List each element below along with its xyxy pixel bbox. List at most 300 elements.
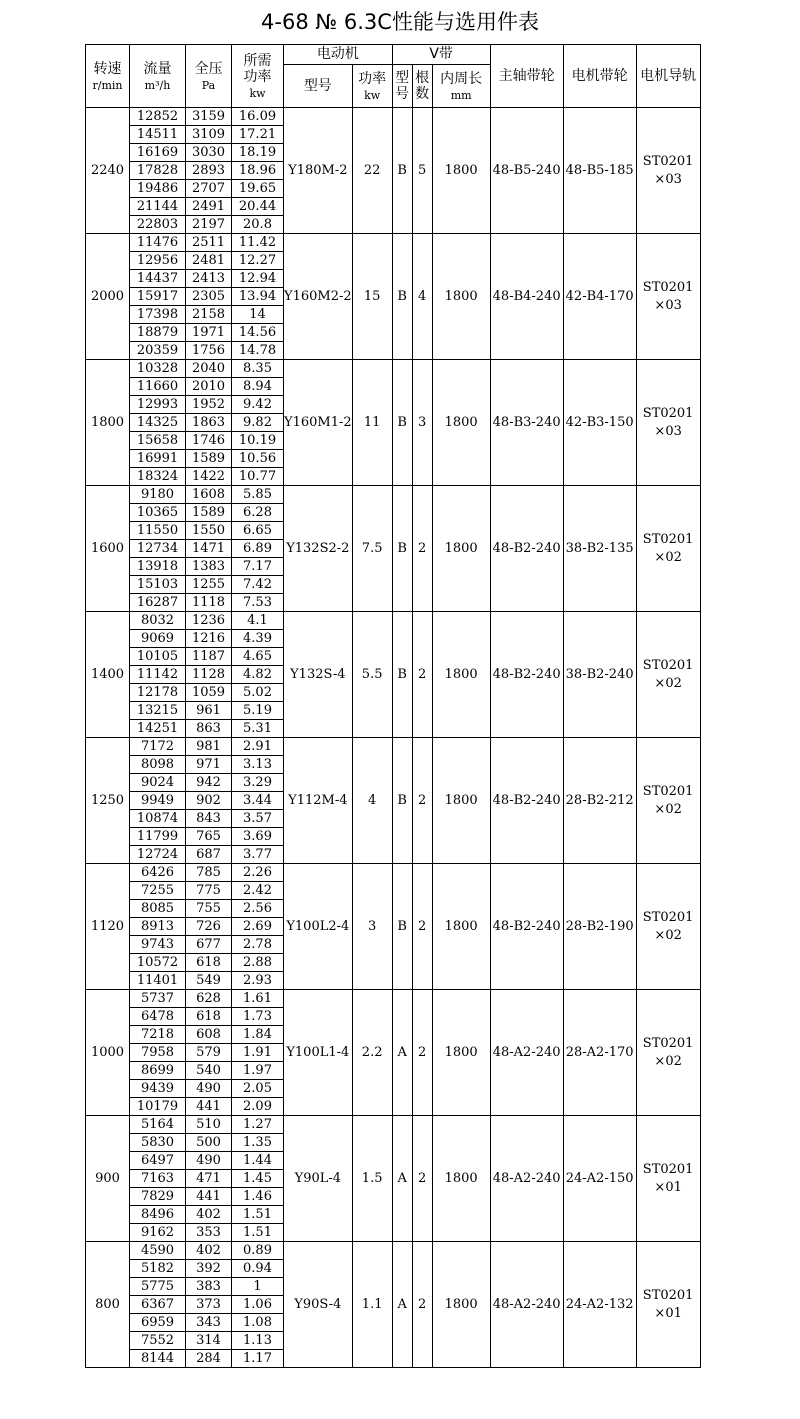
- power-cell: 2.69: [232, 918, 284, 936]
- pressure-cell: 1236: [186, 612, 232, 630]
- header-belt-length: 内周长 mm: [432, 65, 490, 108]
- belt-count-cell: 5: [412, 108, 432, 234]
- belt-length-cell: 1800: [432, 738, 490, 864]
- motor-rail-qty: ×01: [654, 1305, 682, 1321]
- motor-rail-qty: ×03: [654, 171, 682, 187]
- motor-rail-cell: [636, 864, 700, 990]
- belt-length-cell: 1800: [432, 486, 490, 612]
- power-cell: 8.94: [232, 378, 284, 396]
- motor-rail-qty: ×02: [654, 801, 682, 817]
- table-row: [86, 1242, 701, 1260]
- motor-rail-code: ST0201: [642, 279, 694, 295]
- flow-cell: 7218: [130, 1026, 186, 1044]
- power-cell: 3.77: [232, 846, 284, 864]
- power-cell: 8.35: [232, 360, 284, 378]
- header-main-pulley: 主轴带轮: [490, 45, 563, 108]
- belt-count-cell: 4: [412, 234, 432, 360]
- motor-model-cell: Y100L2-4: [284, 864, 353, 990]
- belt-type-cell: B: [392, 486, 412, 612]
- flow-cell: 7255: [130, 882, 186, 900]
- flow-cell: 5182: [130, 1260, 186, 1278]
- flow-cell: 5737: [130, 990, 186, 1008]
- pressure-cell: 1471: [186, 540, 232, 558]
- pressure-cell: 1952: [186, 396, 232, 414]
- flow-cell: 10179: [130, 1098, 186, 1116]
- power-cell: 18.96: [232, 162, 284, 180]
- motor-model-cell: Y90L-4: [284, 1116, 353, 1242]
- power-cell: 5.02: [232, 684, 284, 702]
- power-cell: 1.51: [232, 1224, 284, 1242]
- header-vbelt: V带: [392, 45, 490, 65]
- pressure-cell: 3159: [186, 108, 232, 126]
- speed-cell: 2000: [86, 234, 130, 360]
- pressure-cell: 1187: [186, 648, 232, 666]
- pressure-cell: 510: [186, 1116, 232, 1134]
- pressure-cell: 402: [186, 1242, 232, 1260]
- power-cell: 14.56: [232, 324, 284, 342]
- table-row: [86, 1116, 701, 1134]
- belt-length-cell: 1800: [432, 1242, 490, 1368]
- flow-cell: 15658: [130, 432, 186, 450]
- speed-cell: 1400: [86, 612, 130, 738]
- flow-cell: 9439: [130, 1080, 186, 1098]
- motor-model-cell: Y112M-4: [284, 738, 353, 864]
- motor-pulley-cell: 28-B2-212: [563, 738, 636, 864]
- belt-count-cell: 2: [412, 738, 432, 864]
- main-pulley-cell: 48-B2-240: [490, 864, 563, 990]
- power-cell: 1.73: [232, 1008, 284, 1026]
- power-cell: 1.17: [232, 1350, 284, 1368]
- main-pulley-cell: 48-B2-240: [490, 738, 563, 864]
- pressure-cell: 1550: [186, 522, 232, 540]
- speed-cell: 800: [86, 1242, 130, 1368]
- motor-power-cell: 15: [352, 234, 392, 360]
- main-pulley-cell: 48-B4-240: [490, 234, 563, 360]
- power-cell: 1.84: [232, 1026, 284, 1044]
- flow-cell: 9024: [130, 774, 186, 792]
- speed-cell: 1800: [86, 360, 130, 486]
- motor-model-cell: Y132S-4: [284, 612, 353, 738]
- power-cell: 12.94: [232, 270, 284, 288]
- motor-rail-cell: [636, 360, 700, 486]
- pressure-cell: 1608: [186, 486, 232, 504]
- flow-cell: 8032: [130, 612, 186, 630]
- pressure-cell: 549: [186, 972, 232, 990]
- flow-cell: 9180: [130, 486, 186, 504]
- power-cell: 14: [232, 306, 284, 324]
- power-cell: 4.39: [232, 630, 284, 648]
- header-motor-pulley: 电机带轮: [563, 45, 636, 108]
- motor-pulley-cell: 38-B2-135: [563, 486, 636, 612]
- power-cell: 1.46: [232, 1188, 284, 1206]
- belt-length-cell: 1800: [432, 360, 490, 486]
- speed-cell: 1000: [86, 990, 130, 1116]
- pressure-cell: 2197: [186, 216, 232, 234]
- power-cell: 1.13: [232, 1332, 284, 1350]
- flow-cell: 11476: [130, 234, 186, 252]
- power-cell: 1.27: [232, 1116, 284, 1134]
- pressure-cell: 843: [186, 810, 232, 828]
- power-cell: 18.19: [232, 144, 284, 162]
- motor-rail-cell: [636, 990, 700, 1116]
- belt-type-cell: A: [392, 1242, 412, 1368]
- power-cell: 1.91: [232, 1044, 284, 1062]
- belt-length-cell: 1800: [432, 108, 490, 234]
- pressure-cell: 981: [186, 738, 232, 756]
- flow-cell: 6478: [130, 1008, 186, 1026]
- pressure-cell: 2481: [186, 252, 232, 270]
- pressure-cell: 863: [186, 720, 232, 738]
- power-cell: 13.94: [232, 288, 284, 306]
- pressure-cell: 765: [186, 828, 232, 846]
- pressure-cell: 383: [186, 1278, 232, 1296]
- power-cell: 2.78: [232, 936, 284, 954]
- motor-model-cell: Y132S2-2: [284, 486, 353, 612]
- motor-rail-code: ST0201: [642, 909, 694, 925]
- flow-cell: 7552: [130, 1332, 186, 1350]
- power-cell: 11.42: [232, 234, 284, 252]
- belt-count-cell: 2: [412, 612, 432, 738]
- motor-pulley-cell: 28-B2-190: [563, 864, 636, 990]
- power-cell: 17.21: [232, 126, 284, 144]
- speed-cell: 900: [86, 1116, 130, 1242]
- header-speed: 转速 r/min: [86, 45, 130, 108]
- flow-cell: 6497: [130, 1152, 186, 1170]
- pressure-cell: 471: [186, 1170, 232, 1188]
- belt-count-cell: 2: [412, 1242, 432, 1368]
- power-cell: 9.42: [232, 396, 284, 414]
- flow-cell: 8098: [130, 756, 186, 774]
- flow-cell: 16287: [130, 594, 186, 612]
- belt-type-cell: B: [392, 738, 412, 864]
- flow-cell: 21144: [130, 198, 186, 216]
- power-cell: 1.35: [232, 1134, 284, 1152]
- pressure-cell: 2707: [186, 180, 232, 198]
- power-cell: 3.57: [232, 810, 284, 828]
- flow-cell: 11799: [130, 828, 186, 846]
- pressure-cell: 628: [186, 990, 232, 1008]
- belt-type-cell: A: [392, 990, 412, 1116]
- power-cell: 4.82: [232, 666, 284, 684]
- flow-cell: 14325: [130, 414, 186, 432]
- motor-rail-code: ST0201: [642, 1035, 694, 1051]
- table-row: [86, 108, 701, 126]
- motor-rail-code: ST0201: [642, 153, 694, 169]
- header-motor-model: 型号: [284, 65, 353, 108]
- flow-cell: 16991: [130, 450, 186, 468]
- power-cell: 16.09: [232, 108, 284, 126]
- pressure-cell: 942: [186, 774, 232, 792]
- pressure-cell: 490: [186, 1080, 232, 1098]
- motor-rail-cell: [636, 486, 700, 612]
- header-flow: 流量 m³/h: [130, 45, 186, 108]
- flow-cell: 10874: [130, 810, 186, 828]
- power-cell: 3.29: [232, 774, 284, 792]
- belt-length-cell: 1800: [432, 234, 490, 360]
- header-motor-power: 功率 kw: [352, 65, 392, 108]
- motor-power-cell: 22: [352, 108, 392, 234]
- flow-cell: 18324: [130, 468, 186, 486]
- motor-rail-cell: [636, 738, 700, 864]
- power-cell: 10.77: [232, 468, 284, 486]
- flow-cell: 7829: [130, 1188, 186, 1206]
- header-belt-count: 根 数: [412, 65, 432, 108]
- power-cell: 1.51: [232, 1206, 284, 1224]
- belt-length-cell: 1800: [432, 990, 490, 1116]
- pressure-cell: 687: [186, 846, 232, 864]
- flow-cell: 6426: [130, 864, 186, 882]
- flow-cell: 18879: [130, 324, 186, 342]
- flow-cell: 11660: [130, 378, 186, 396]
- power-cell: 7.53: [232, 594, 284, 612]
- flow-cell: 12178: [130, 684, 186, 702]
- flow-cell: 15917: [130, 288, 186, 306]
- power-cell: 7.17: [232, 558, 284, 576]
- power-cell: 6.65: [232, 522, 284, 540]
- pressure-cell: 441: [186, 1188, 232, 1206]
- flow-cell: 9069: [130, 630, 186, 648]
- flow-cell: 9162: [130, 1224, 186, 1242]
- main-pulley-cell: 48-B3-240: [490, 360, 563, 486]
- motor-pulley-cell: 28-A2-170: [563, 990, 636, 1116]
- motor-rail-qty: ×02: [654, 675, 682, 691]
- power-cell: 3.13: [232, 756, 284, 774]
- flow-cell: 14251: [130, 720, 186, 738]
- motor-rail-cell: [636, 612, 700, 738]
- pressure-cell: 343: [186, 1314, 232, 1332]
- power-cell: 1.97: [232, 1062, 284, 1080]
- power-cell: 6.89: [232, 540, 284, 558]
- pressure-cell: 3030: [186, 144, 232, 162]
- belt-count-cell: 2: [412, 486, 432, 612]
- power-cell: 1: [232, 1278, 284, 1296]
- pressure-cell: 3109: [186, 126, 232, 144]
- table-row: [86, 360, 701, 378]
- pressure-cell: 971: [186, 756, 232, 774]
- header-pressure: 全压 Pa: [186, 45, 232, 108]
- belt-type-cell: A: [392, 1116, 412, 1242]
- power-cell: 20.8: [232, 216, 284, 234]
- power-cell: 3.44: [232, 792, 284, 810]
- power-cell: 1.45: [232, 1170, 284, 1188]
- flow-cell: 8496: [130, 1206, 186, 1224]
- pressure-cell: 618: [186, 1008, 232, 1026]
- belt-type-cell: B: [392, 108, 412, 234]
- motor-pulley-cell: 24-A2-132: [563, 1242, 636, 1368]
- pressure-cell: 1756: [186, 342, 232, 360]
- pressure-cell: 392: [186, 1260, 232, 1278]
- motor-model-cell: Y160M1-2: [284, 360, 353, 486]
- belt-length-cell: 1800: [432, 1116, 490, 1242]
- motor-pulley-cell: 42-B3-150: [563, 360, 636, 486]
- pressure-cell: 1422: [186, 468, 232, 486]
- pressure-cell: 961: [186, 702, 232, 720]
- pressure-cell: 500: [186, 1134, 232, 1152]
- power-cell: 2.56: [232, 900, 284, 918]
- power-cell: 1.61: [232, 990, 284, 1008]
- motor-pulley-cell: 48-B5-185: [563, 108, 636, 234]
- motor-rail-code: ST0201: [642, 1287, 694, 1303]
- motor-power-cell: 5.5: [352, 612, 392, 738]
- motor-rail-qty: ×02: [654, 1053, 682, 1069]
- pressure-cell: 2511: [186, 234, 232, 252]
- pressure-cell: 284: [186, 1350, 232, 1368]
- power-cell: 19.65: [232, 180, 284, 198]
- pressure-cell: 1589: [186, 504, 232, 522]
- performance-table: [85, 44, 701, 1368]
- belt-type-cell: B: [392, 612, 412, 738]
- header-belt-type: 型 号: [392, 65, 412, 108]
- power-cell: 2.93: [232, 972, 284, 990]
- motor-rail-code: ST0201: [642, 1161, 694, 1177]
- flow-cell: 6959: [130, 1314, 186, 1332]
- belt-type-cell: B: [392, 360, 412, 486]
- pressure-cell: 2413: [186, 270, 232, 288]
- table-row: [86, 486, 701, 504]
- header-motor: 电动机: [284, 45, 393, 65]
- belt-type-cell: B: [392, 234, 412, 360]
- motor-power-cell: 2.2: [352, 990, 392, 1116]
- page-title: 4-68 № 6.3C性能与选用件表: [261, 10, 539, 34]
- belt-count-cell: 3: [412, 360, 432, 486]
- speed-cell: 1250: [86, 738, 130, 864]
- motor-rail-qty: ×03: [654, 423, 682, 439]
- motor-power-cell: 1.1: [352, 1242, 392, 1368]
- flow-cell: 12993: [130, 396, 186, 414]
- motor-rail-qty: ×02: [654, 927, 682, 943]
- motor-power-cell: 1.5: [352, 1116, 392, 1242]
- flow-cell: 6367: [130, 1296, 186, 1314]
- power-cell: 9.82: [232, 414, 284, 432]
- flow-cell: 16169: [130, 144, 186, 162]
- belt-count-cell: 2: [412, 864, 432, 990]
- pressure-cell: 1589: [186, 450, 232, 468]
- main-pulley-cell: 48-A2-240: [490, 1116, 563, 1242]
- motor-rail-code: ST0201: [642, 657, 694, 673]
- power-cell: 1.44: [232, 1152, 284, 1170]
- motor-rail-qty: ×03: [654, 297, 682, 313]
- pressure-cell: 1383: [186, 558, 232, 576]
- header-required-power: 所需 功率 kw: [232, 45, 284, 108]
- flow-cell: 9949: [130, 792, 186, 810]
- table-row: [86, 864, 701, 882]
- pressure-cell: 1971: [186, 324, 232, 342]
- speed-cell: 1600: [86, 486, 130, 612]
- flow-cell: 5830: [130, 1134, 186, 1152]
- motor-rail-code: ST0201: [642, 531, 694, 547]
- pressure-cell: 1746: [186, 432, 232, 450]
- power-cell: 14.78: [232, 342, 284, 360]
- motor-model-cell: Y90S-4: [284, 1242, 353, 1368]
- flow-cell: 10328: [130, 360, 186, 378]
- flow-cell: 14511: [130, 126, 186, 144]
- motor-rail-qty: ×02: [654, 549, 682, 565]
- power-cell: 1.06: [232, 1296, 284, 1314]
- power-cell: 4.1: [232, 612, 284, 630]
- main-pulley-cell: 48-B2-240: [490, 486, 563, 612]
- flow-cell: 13215: [130, 702, 186, 720]
- pressure-cell: 373: [186, 1296, 232, 1314]
- belt-count-cell: 2: [412, 1116, 432, 1242]
- power-cell: 12.27: [232, 252, 284, 270]
- pressure-cell: 1128: [186, 666, 232, 684]
- power-cell: 3.69: [232, 828, 284, 846]
- motor-pulley-cell: 24-A2-150: [563, 1116, 636, 1242]
- flow-cell: 12724: [130, 846, 186, 864]
- motor-model-cell: Y100L1-4: [284, 990, 353, 1116]
- pressure-cell: 2305: [186, 288, 232, 306]
- pressure-cell: 608: [186, 1026, 232, 1044]
- pressure-cell: 2158: [186, 306, 232, 324]
- flow-cell: 5775: [130, 1278, 186, 1296]
- pressure-cell: 775: [186, 882, 232, 900]
- motor-rail-cell: [636, 1242, 700, 1368]
- main-pulley-cell: 48-B5-240: [490, 108, 563, 234]
- motor-model-cell: Y160M2-2: [284, 234, 353, 360]
- belt-count-cell: 2: [412, 990, 432, 1116]
- pressure-cell: 402: [186, 1206, 232, 1224]
- pressure-cell: 441: [186, 1098, 232, 1116]
- flow-cell: 13918: [130, 558, 186, 576]
- power-cell: 2.42: [232, 882, 284, 900]
- belt-length-cell: 1800: [432, 864, 490, 990]
- pressure-cell: 1255: [186, 576, 232, 594]
- pressure-cell: 1216: [186, 630, 232, 648]
- flow-cell: 11142: [130, 666, 186, 684]
- belt-length-cell: 1800: [432, 612, 490, 738]
- speed-cell: 1120: [86, 864, 130, 990]
- power-cell: 5.31: [232, 720, 284, 738]
- table-row: [86, 738, 701, 756]
- motor-rail-cell: [636, 1116, 700, 1242]
- power-cell: 2.26: [232, 864, 284, 882]
- flow-cell: 11550: [130, 522, 186, 540]
- flow-cell: 12956: [130, 252, 186, 270]
- motor-power-cell: 7.5: [352, 486, 392, 612]
- pressure-cell: 755: [186, 900, 232, 918]
- motor-rail-qty: ×01: [654, 1179, 682, 1195]
- pressure-cell: 785: [186, 864, 232, 882]
- motor-power-cell: 3: [352, 864, 392, 990]
- flow-cell: 8144: [130, 1350, 186, 1368]
- motor-pulley-cell: 38-B2-240: [563, 612, 636, 738]
- flow-cell: 20359: [130, 342, 186, 360]
- flow-cell: 8699: [130, 1062, 186, 1080]
- pressure-cell: 2010: [186, 378, 232, 396]
- motor-power-cell: 4: [352, 738, 392, 864]
- motor-model-cell: Y180M-2: [284, 108, 353, 234]
- power-cell: 1.08: [232, 1314, 284, 1332]
- pressure-cell: 1118: [186, 594, 232, 612]
- flow-cell: 7163: [130, 1170, 186, 1188]
- power-cell: 2.05: [232, 1080, 284, 1098]
- pressure-cell: 490: [186, 1152, 232, 1170]
- flow-cell: 10105: [130, 648, 186, 666]
- flow-cell: 5164: [130, 1116, 186, 1134]
- power-cell: 2.88: [232, 954, 284, 972]
- table-row: [86, 234, 701, 252]
- flow-cell: 19486: [130, 180, 186, 198]
- power-cell: 0.94: [232, 1260, 284, 1278]
- flow-cell: 7958: [130, 1044, 186, 1062]
- pressure-cell: 1059: [186, 684, 232, 702]
- speed-cell: 2240: [86, 108, 130, 234]
- flow-cell: 7172: [130, 738, 186, 756]
- flow-cell: 11401: [130, 972, 186, 990]
- motor-power-cell: 11: [352, 360, 392, 486]
- main-pulley-cell: 48-A2-240: [490, 990, 563, 1116]
- flow-cell: 12734: [130, 540, 186, 558]
